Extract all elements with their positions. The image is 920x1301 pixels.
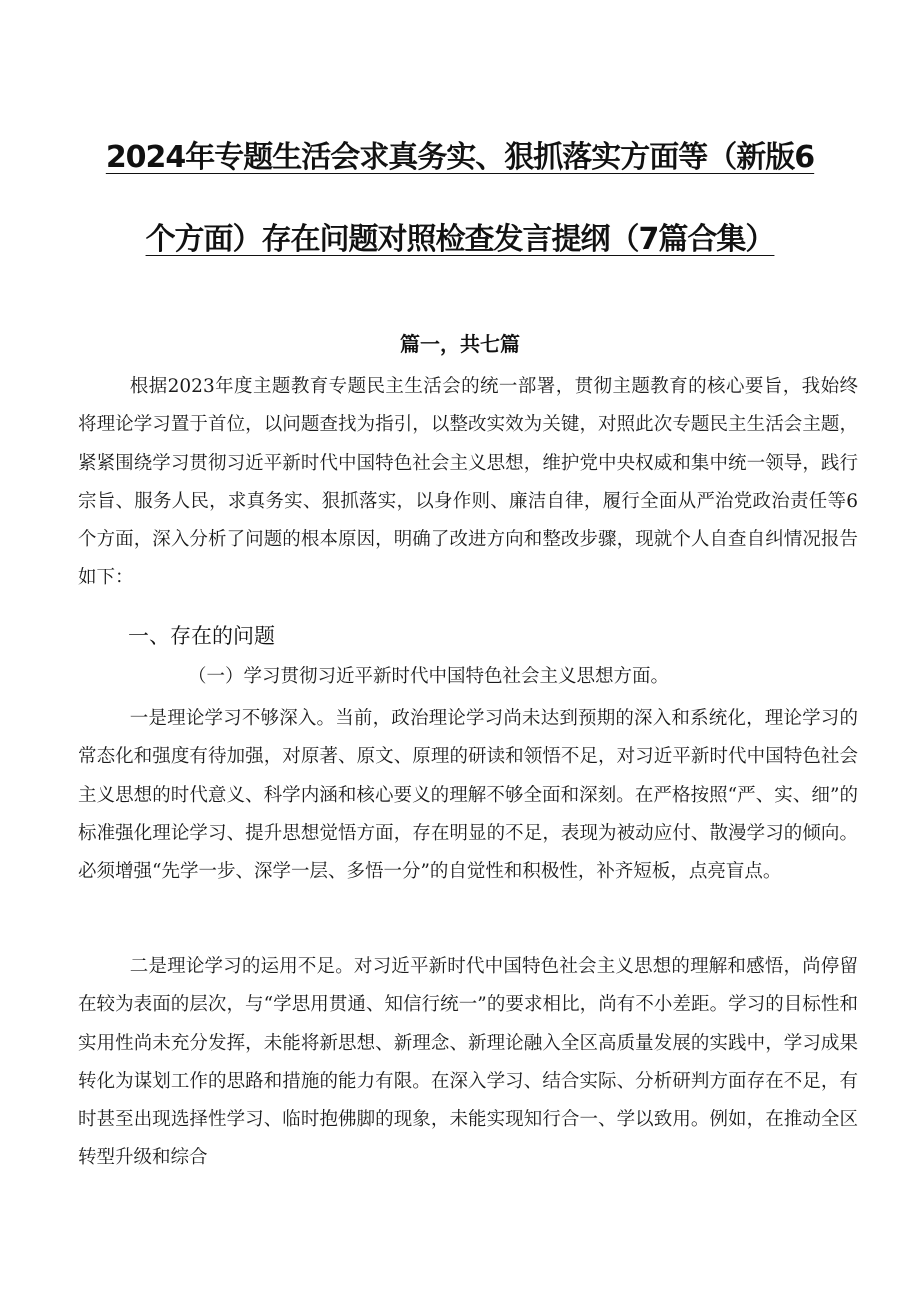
heading-existing-problems: 一、存在的问题 [128, 624, 275, 648]
section-heading: 篇一，共七篇 [400, 332, 520, 356]
document-title-line-1 [70, 138, 850, 178]
paragraph-theory-application-insufficient: 二是理论学习的运用不足。对习近平新时代中国特色社会主义思想的理解和感悟，尚停留在较为表面的层次，与“学思用贯通、知信行统一”的要求相比，尚有不小差距。学习的目标性和实用性尚未充分发挥，未能将新思想、新理念、新理论融入全区高质量发展的实践中，学习成果转化为谋划工作的思路和措施的能力有限。在深入学习、结合实际、分析研判方面存在不足，有时甚至出现选择性学习、临时抱佛脚的现象，未能实现知行合一、学以致用。例如，在推动全区转型升级和综合 [78, 956, 858, 1169]
document-title-line-2 [70, 220, 850, 260]
title-line-1-text: 2024年专题生活会求真务实、狠抓落实方面等（新版6 [105, 140, 815, 175]
subheading-study-thought: （一）学习贯彻习近平新时代中国特色社会主义思想方面。 [188, 666, 670, 687]
paragraph-theory-study-not-deep: 一是理论学习不够深入。当前，政治理论学习尚未达到预期的深入和系统化，理论学习的常态化和强度有待加强，对原著、原文、原理的研读和领悟不足，对习近平新时代中国特色社会主义思想的时代意义、科学内涵和核心要义的理解不够全面和深刻。在严格按照“严、实、细”的标准强化理论学习、提升思想觉悟方面，存在明显的不足，表现为被动应付、散漫学习的倾向。必须增强“先学一步、深学一层、多悟一分”的自觉性和积极性，补齐短板，点亮盲点。 [78, 708, 858, 883]
intro-paragraph: 根据2023年度主题教育专题民主生活会的统一部署，贯彻主题教育的核心要旨，我始终将理论学习置于首位，以问题查找为指引，以整改实效为关键，对照此次专题民主生活会主题，紧紧围绕学习贯彻习近平新时代中国特色社会主义思想，维护党中央权威和集中统一领导，践行宗旨、服务人民，求真务实、狠抓落实，以身作则、廉洁自律，履行全面从严治党政治责任等6个方面，深入分析了问题的根本原因，明确了改进方向和整改步骤，现就个人自查自纠情况报告如下： [78, 376, 858, 589]
title-line-2-text: 个方面）存在问题对照检查发言提纲（7篇合集） [145, 222, 775, 257]
